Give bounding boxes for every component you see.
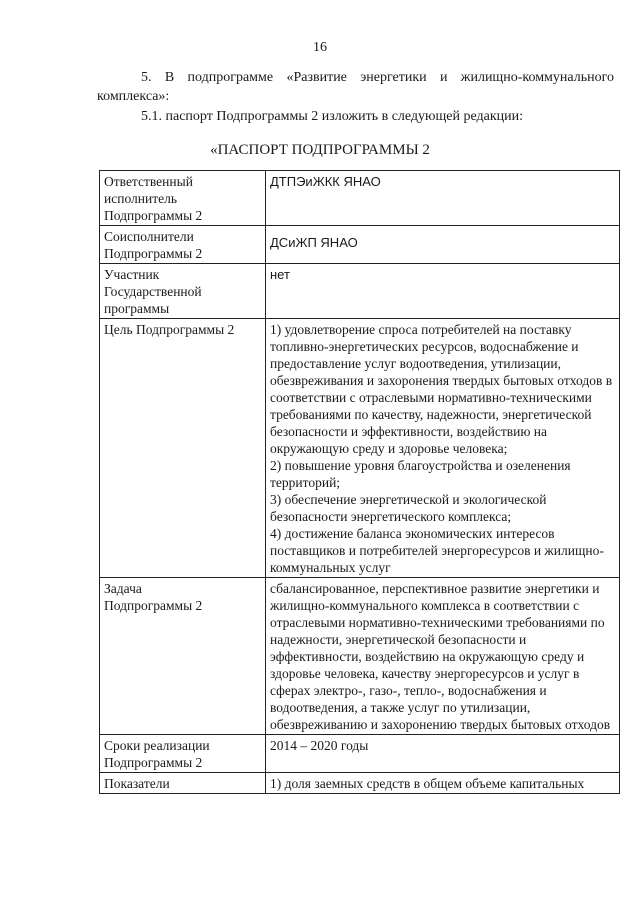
passport-title: «ПАСПОРТ ПОДПРОГРАММЫ 2 — [210, 142, 430, 158]
row-label-task: Задача Подпрограммы 2 — [100, 578, 266, 735]
table-row — [100, 226, 620, 264]
table-row — [100, 264, 620, 319]
passport-table — [99, 170, 620, 794]
row-value-indicators: 1) доля заемных средств в общем объеме капитальных — [266, 773, 620, 794]
table-row — [100, 171, 620, 226]
page-number: 16 — [313, 40, 327, 55]
table-row — [100, 319, 620, 578]
row-label-indicators: Показатели — [100, 773, 266, 794]
row-value-participant: нет — [266, 264, 620, 319]
table-row — [100, 578, 620, 735]
table-row — [100, 773, 620, 794]
row-value-task: сбалансированное, перспективное развитие энергетики и жилищно-коммунального комплекса в соответствии с отраслевыми нормативно-техническими требованиями по надежности, энергетической безопасности и эффективности, воздействию на окружающую среду и здоровье человека, качеству энергоресурсов и услуг в сферах электро-, газо-, тепло-, водоснабжения и водоотведения, а также услуг по утилизации, обезвреживанию и захоронению твердых бытовых отходов — [266, 578, 620, 735]
paragraph-item-5-1: 5.1. паспорт Подпрограммы 2 изложить в следующей редакции: — [141, 109, 524, 124]
row-label-timeline: Сроки реализации Подпрограммы 2 — [100, 735, 266, 773]
row-label-participant: Участник Государственной программы — [100, 264, 266, 319]
row-label-responsible: Ответственный исполнитель Подпрограммы 2 — [100, 171, 266, 226]
row-label-co-executors: Соисполнители Подпрограммы 2 — [100, 226, 266, 264]
paragraph-item-5: 5. В подпрограмме «Развитие энергетики и жилищно-коммунального комплекса»: — [97, 70, 614, 104]
row-value-goal: 1) удовлетворение спроса потребителей на поставку топливно-энергетических ресурсов, водоснабжение и предоставление услуг водоотведения, утилизации, обезвреживания и захоронения твердых бытовых отходов в соответствии с отраслевыми нормативно-техническими требованиями по качеству, надежности, энергетической безопасности и эффективности, воздействию на окружающую среду и здоровье человека; 2) повышение уровня благоустройства и озеленения территорий; 3) обеспечение энергетической и экологической безопасности энергетического комплекса; 4) достижение баланса экономических интересов поставщиков и потребителей энергоресурсов и жилищно-коммунальных услуг — [266, 319, 620, 578]
row-label-goal: Цель Подпрограммы 2 — [100, 319, 266, 578]
row-value-responsible: ДТПЭиЖКК ЯНАО — [266, 171, 620, 226]
table-row — [100, 735, 620, 773]
row-value-co-executors: ДСиЖП ЯНАО — [266, 226, 620, 264]
row-value-timeline: 2014 – 2020 годы — [266, 735, 620, 773]
